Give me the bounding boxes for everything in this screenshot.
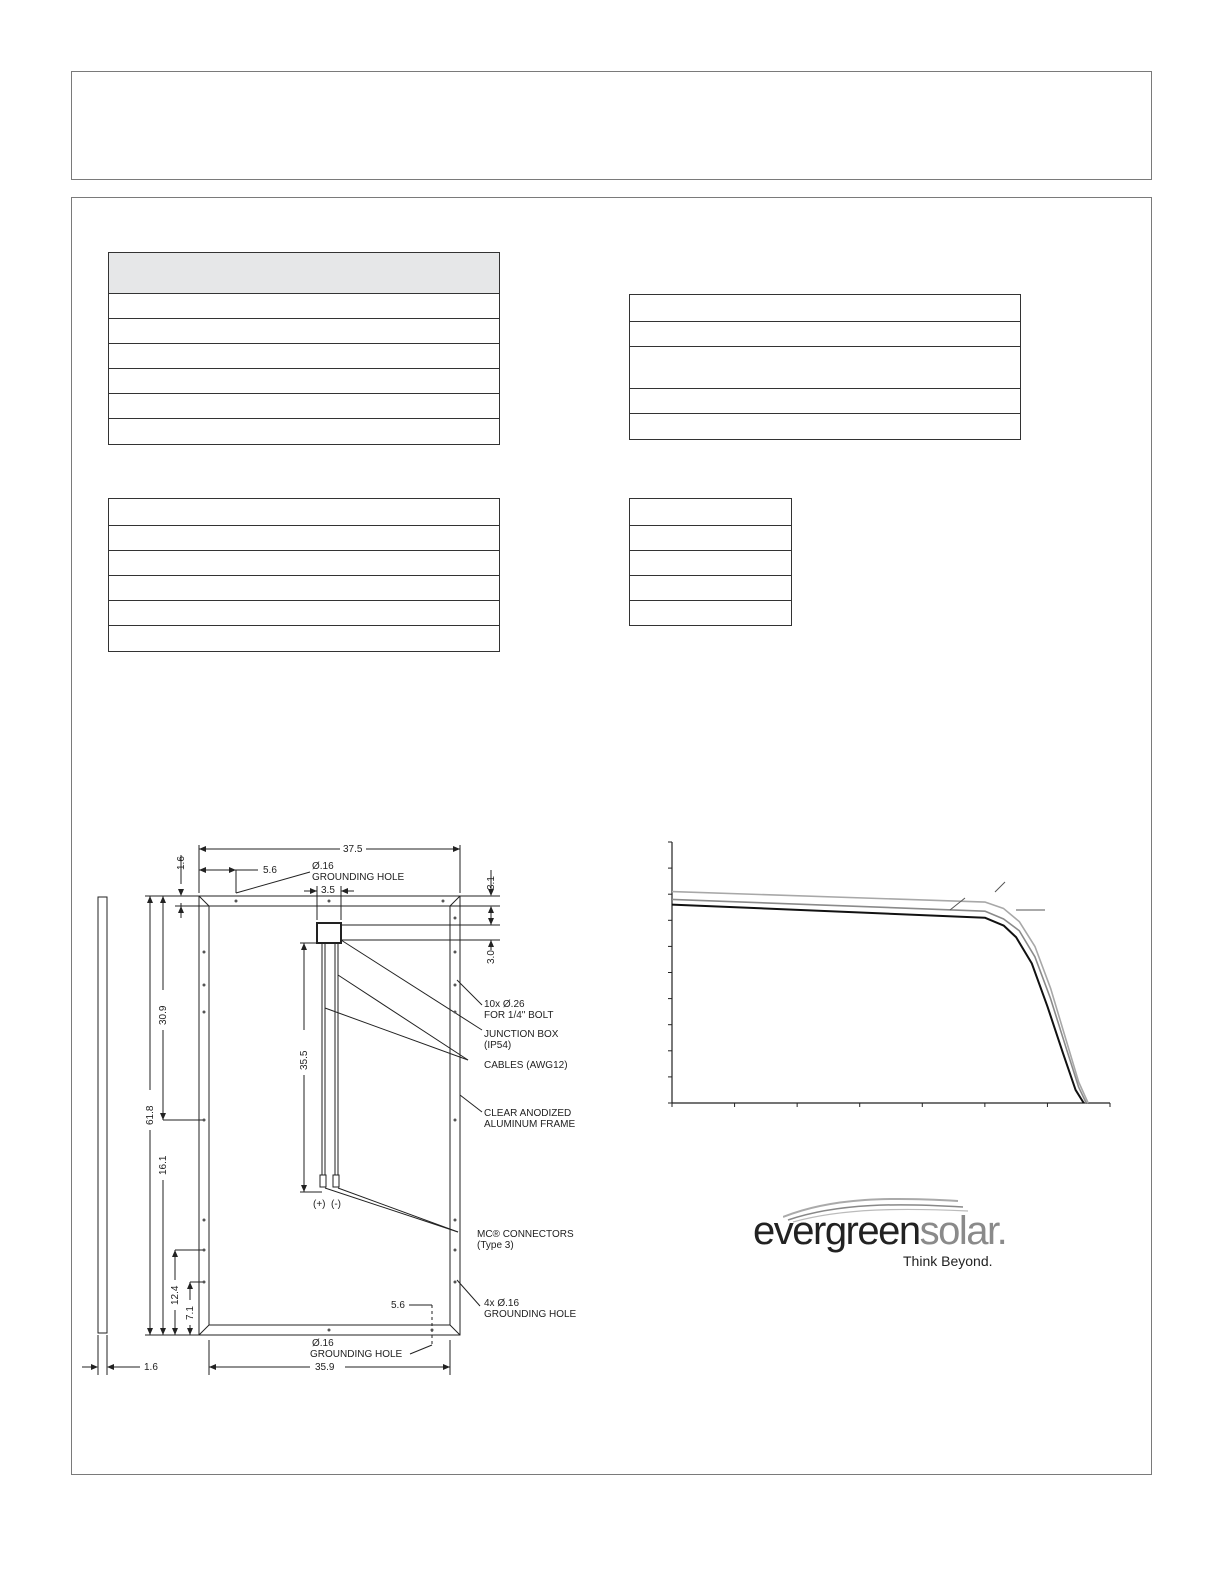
callout-frame-1: CLEAR ANODIZED [484, 1108, 572, 1119]
dim-top-width: 37.5 [343, 844, 363, 855]
logo-word-solar: solar. [919, 1209, 1007, 1253]
dim-7-1: 7.1 [185, 1306, 196, 1320]
bottom-hole-text: GROUNDING HOLE [310, 1349, 403, 1360]
dim-hole-offset: 5.6 [263, 865, 277, 876]
dim-jbox-width: 3.5 [321, 885, 335, 896]
dim-cable-length: 35.5 [299, 1050, 310, 1070]
callout-cables: CABLES (AWG12) [484, 1060, 568, 1071]
iv-curve-chart [660, 840, 1120, 1120]
dim-height: 61.8 [145, 1105, 156, 1125]
callout-jbox-1: JUNCTION BOX [484, 1029, 559, 1040]
logo-wordmark [753, 1209, 1006, 1253]
module-frame [199, 896, 460, 1335]
polarity-positive: (+) [313, 1199, 326, 1210]
callout-bolt-1: 10x Ø.26 [484, 999, 525, 1010]
curve-label-leader-3 [950, 898, 965, 910]
dim-lower-height: 16.1 [158, 1155, 169, 1175]
dim-upper-height: 30.9 [158, 1005, 169, 1025]
curve-label-leader-1 [995, 882, 1005, 892]
dim-bottom-hole-offset: 5.6 [391, 1300, 405, 1311]
callout-frame-2: ALUMINUM FRAME [484, 1119, 576, 1130]
callout-connectors-1: MC® CONNECTORS [477, 1229, 574, 1240]
series-line-curve-upper [672, 892, 1088, 1103]
dim-hole-label: Ø.16 [312, 861, 334, 872]
callout-ground4-1: 4x Ø.16 [484, 1298, 520, 1309]
dim-bottom-width: 35.9 [315, 1362, 335, 1373]
dim-right-top-offset: 3.1 [486, 876, 497, 890]
callout-ground4-2: GROUNDING HOLE [484, 1309, 577, 1320]
callout-bolt-2: FOR 1/4" BOLT [484, 1010, 554, 1021]
evergreen-logo [753, 1195, 1023, 1275]
dim-side-thickness: 1.6 [144, 1362, 158, 1373]
callout-jbox-2: (IP54) [484, 1040, 512, 1051]
side-profile [98, 897, 107, 1333]
logo-word-evergreen: evergreen [753, 1209, 920, 1253]
dim-grounding-hole: GROUNDING HOLE [312, 872, 405, 883]
callout-connectors-2: (Type 3) [477, 1240, 514, 1251]
dim-right-jbox-offset: 3.0 [486, 950, 497, 964]
logo-tagline: Think Beyond. [903, 1253, 993, 1269]
dim-top-margin: 1.6 [176, 856, 187, 870]
dim-12-4: 12.4 [170, 1285, 181, 1305]
polarity-negative: (-) [331, 1199, 341, 1210]
bottom-hole-label: Ø.16 [312, 1338, 334, 1349]
